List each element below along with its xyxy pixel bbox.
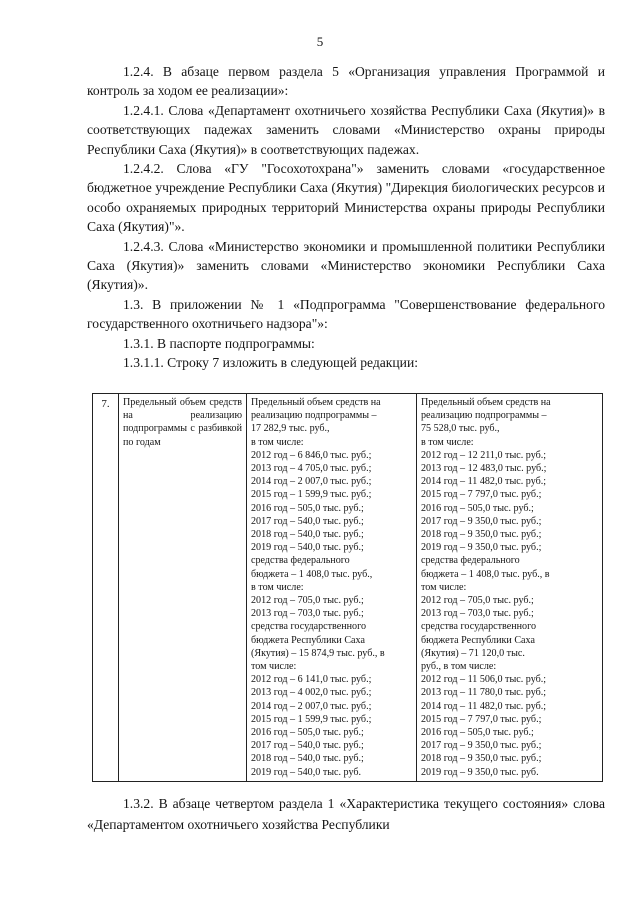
table-cell-line: реализацию подпрограммы –	[421, 410, 547, 422]
table-cell-line: 2013 год – 4 002,0 тыс. руб.;	[251, 687, 372, 699]
table-cell-line: 2014 год – 2 007,0 тыс. руб.;	[251, 476, 372, 488]
table-cell-line: том числе:	[251, 661, 297, 673]
paragraph-1-2-4-2: 1.2.4.2. Слова «ГУ "Госохотохрана"» заменить словами «государственное бюджетное учреждение Республики Саха (Якутия) "Дирекция биологических ресурсов и особо охраняемых природных территорий Министерства охраны природы Республики Саха (Якутия)"».	[87, 161, 605, 235]
table-cell-line: 2013 год – 4 705,0 тыс. руб.;	[251, 463, 372, 475]
paragraph-1-2-4: 1.2.4. В абзаце первом раздела 5 «Организация управления Программой и контроль за ходом ее реализации»:	[87, 64, 605, 99]
table-cell-line: 2017 год – 9 350,0 тыс. руб.;	[421, 740, 542, 752]
table-cell-line: 2013 год – 703,0 тыс. руб.;	[251, 608, 364, 620]
table-cell-line: Предельный объем средств на	[251, 397, 381, 408]
table-cell-line: средства государственного	[251, 621, 367, 633]
table-cell-line: в том числе:	[421, 436, 474, 448]
table-cell-line: 2019 год – 9 350,0 тыс. руб.	[421, 766, 539, 778]
table-cell-line: 2012 год – 705,0 тыс. руб.;	[421, 595, 534, 607]
table-cell-line: в том числе:	[251, 436, 304, 448]
table-cell-line: руб., в том числе:	[421, 661, 497, 673]
table-cell-line: 2018 год – 9 350,0 тыс. руб.;	[421, 753, 542, 765]
table-cell-line: бюджета Республики Саха	[421, 634, 535, 646]
row-label-cell: Предельный объем средств на реализацию подпрограммы с разбивкой по годам	[119, 394, 247, 782]
table-cell-line: 2019 год – 540,0 тыс. руб.	[251, 766, 362, 778]
table-cell-line: бюджета – 1 408,0 тыс. руб.,	[251, 568, 373, 580]
funding-table	[92, 393, 603, 782]
old-edition-cell	[247, 394, 417, 782]
table-cell-line: в том числе:	[251, 581, 304, 593]
paragraph-1-3-1-1: 1.3.1.1. Строку 7 изложить в следующей редакции:	[123, 355, 418, 371]
table-cell-line: 2012 год – 6 141,0 тыс. руб.;	[251, 674, 372, 686]
table-cell-line: бюджета – 1 408,0 тыс. руб., в	[421, 568, 550, 580]
table-cell-line: 2015 год – 1 599,9 тыс. руб.;	[251, 489, 372, 501]
table-cell-line: (Якутия) – 15 874,9 тыс. руб., в	[251, 647, 385, 659]
table-cell-line: 2012 год – 11 506,0 тыс. руб.;	[421, 674, 547, 686]
table-cell-line: 2012 год – 6 846,0 тыс. руб.;	[251, 449, 372, 461]
table-cell-line: 2013 год – 12 483,0 тыс. руб.;	[421, 463, 547, 475]
table-cell-line: (Якутия) – 71 120,0 тыс.	[421, 647, 525, 659]
table-cell-line: 2016 год – 505,0 тыс. руб.;	[251, 502, 364, 514]
table-cell-line: бюджета Республики Саха	[251, 634, 365, 646]
table-cell-line: 2016 год – 505,0 тыс. руб.;	[421, 502, 534, 514]
table-cell-line: 2014 год – 11 482,0 тыс. руб.;	[421, 476, 547, 488]
table-cell-line: 2013 год – 703,0 тыс. руб.;	[421, 608, 534, 620]
table-row	[93, 394, 603, 782]
table-cell-line: Предельный объем средств на	[421, 397, 551, 408]
table-cell-line: 2017 год – 540,0 тыс. руб.;	[251, 515, 364, 527]
table-cell-line: 2017 год – 9 350,0 тыс. руб.;	[421, 515, 542, 527]
row-number-cell: 7.	[93, 394, 119, 782]
paragraph-1-2-4-1: 1.2.4.1. Слова «Департамент охотничьего хозяйства Республики Саха (Якутия)» в соответствующих падежах заменить словами «Министерство охраны природы Республики Саха (Якутия)» в соответствующих падежах.	[87, 102, 605, 157]
table-cell-line: том числе:	[421, 581, 467, 593]
table-cell-line: 2018 год – 540,0 тыс. руб.;	[251, 529, 364, 541]
paragraph-1-3-1: 1.3.1. В паспорте подпрограммы:	[123, 335, 315, 351]
table-cell-line: 2018 год – 9 350,0 тыс. руб.;	[421, 529, 542, 541]
table-cell-line: реализацию подпрограммы –	[251, 410, 377, 422]
paragraph-1-3: 1.3. В приложении № 1 «Подпрограмма "Совершенствование федерального государственного охотничьего надзора"»:	[87, 296, 605, 332]
table-cell-line: 2015 год – 7 797,0 тыс. руб.;	[421, 489, 542, 501]
table-cell-line: средства государственного	[421, 621, 537, 633]
table-cell-line: 2012 год – 705,0 тыс. руб.;	[251, 595, 364, 607]
table-cell-line: 2017 год – 540,0 тыс. руб.;	[251, 740, 364, 752]
table-cell-line: 2014 год – 11 482,0 тыс. руб.;	[421, 700, 547, 712]
table-cell-line: 2015 год – 7 797,0 тыс. руб.;	[421, 713, 542, 725]
table-cell-line: 2016 год – 505,0 тыс. руб.;	[421, 727, 534, 739]
page-number: 5	[316, 34, 324, 49]
table-cell-line: 2019 год – 540,0 тыс. руб.;	[251, 542, 364, 554]
table-cell-line: 2013 год – 11 780,0 тыс. руб.;	[421, 687, 547, 699]
table-cell-line: 75 528,0 тыс. руб.,	[421, 423, 500, 435]
paragraph-1-2-4-3: 1.2.4.3. Слова «Министерство экономики и промышленной политики Республики Саха (Якутия)» заменить словами «Министерство экономики Республики Саха (Якутия)».	[87, 238, 605, 293]
table-cell-line: 2014 год – 2 007,0 тыс. руб.;	[251, 700, 372, 712]
table-cell-line: 2019 год – 9 350,0 тыс. руб.;	[421, 542, 542, 554]
table-cell-line: 2012 год – 12 211,0 тыс. руб.;	[421, 449, 547, 461]
table-cell-line: 2015 год – 1 599,9 тыс. руб.;	[251, 713, 372, 725]
body-text	[87, 62, 605, 373]
table-cell-line: 17 282,9 тыс. руб.,	[251, 423, 330, 435]
paragraph-1-3-2: 1.3.2. В абзаце четвертом раздела 1 «Характеристика текущего состояния» слова «Департаментом охотничьего хозяйства Республики	[87, 796, 605, 832]
after-table-text	[87, 794, 605, 835]
table-cell-line: средства федерального	[251, 555, 350, 567]
new-edition-cell	[417, 394, 603, 782]
table-cell-line: 2018 год – 540,0 тыс. руб.;	[251, 753, 364, 765]
table-cell-line: 2016 год – 505,0 тыс. руб.;	[251, 727, 364, 739]
table-cell-line: средства федерального	[421, 555, 520, 567]
